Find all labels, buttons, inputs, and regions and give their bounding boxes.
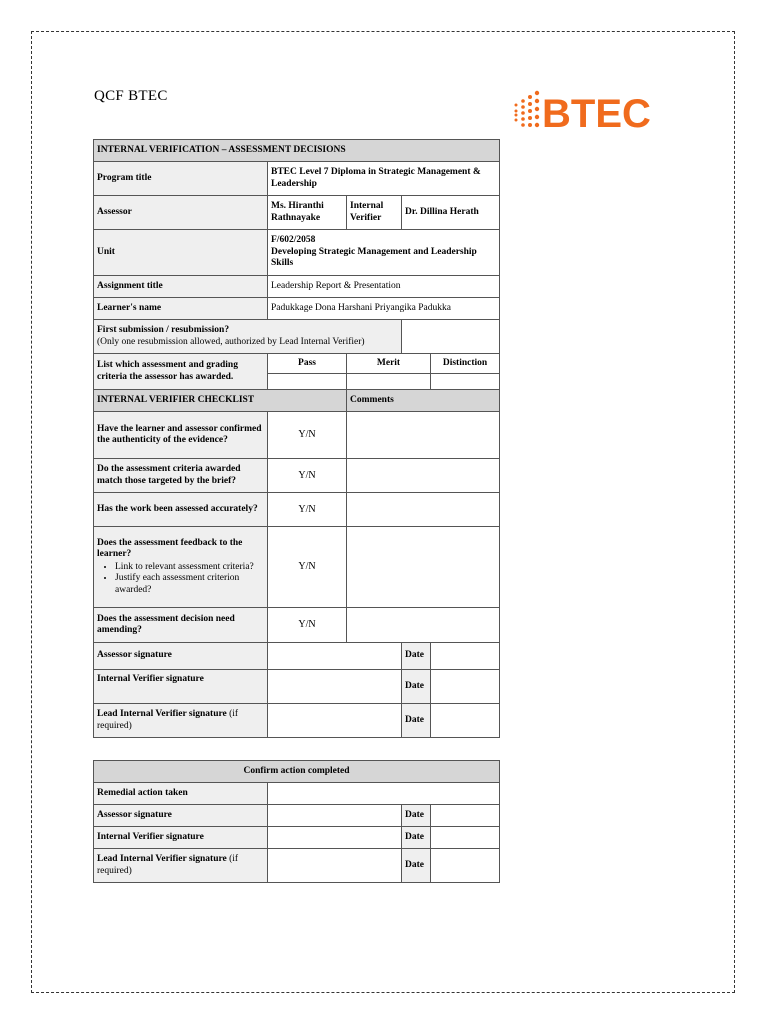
feedback-criteria-list <box>97 562 264 597</box>
checklist-comment[interactable] <box>347 459 500 493</box>
assessor-signature-field[interactable] <box>268 643 402 670</box>
confirm-action-table <box>93 760 500 883</box>
grade-distinction-value[interactable] <box>431 374 500 390</box>
checklist-comment[interactable] <box>347 608 500 643</box>
unit-value <box>268 230 500 276</box>
date-field[interactable] <box>431 643 500 670</box>
iv-signature-label: Internal Verifier signature <box>94 670 268 704</box>
learner-name-label: Learner's name <box>94 298 268 320</box>
grade-merit-value[interactable] <box>347 374 431 390</box>
assignment-title-label: Assignment title <box>94 276 268 298</box>
assignment-title-value: Leadership Report & Presentation <box>268 276 500 298</box>
date-field[interactable] <box>431 704 500 738</box>
iv-signature-field[interactable] <box>268 827 402 849</box>
date-field[interactable] <box>431 849 500 883</box>
date-label: Date <box>402 849 431 883</box>
program-title-label: Program title <box>94 162 268 196</box>
checklist-question-feedback <box>94 527 268 608</box>
date-label: Date <box>402 827 431 849</box>
assessor-value: Ms. Hiranthi Rathnayake <box>268 196 347 230</box>
assessor-signature-label: Assessor signature <box>94 643 268 670</box>
liv-signature-field[interactable] <box>268 704 402 738</box>
iv-signature-field[interactable] <box>268 670 402 704</box>
logo-dots-icon <box>515 91 540 127</box>
checklist-answer[interactable]: Y/N <box>268 493 347 527</box>
date-label: Date <box>402 805 431 827</box>
submission-cell <box>94 320 402 354</box>
liv-signature-field[interactable] <box>268 849 402 883</box>
list-item: • Justify each assessment criterion awarded? <box>115 573 264 596</box>
checklist-comment[interactable] <box>347 412 500 459</box>
liv-signature-label: Lead Internal Verifier signature <box>97 854 227 864</box>
list-item: • Link to relevant assessment criteria? <box>115 562 264 574</box>
iv-signature-label: Internal Verifier signature <box>94 827 268 849</box>
checklist-comment[interactable] <box>347 527 500 608</box>
grading-label: List which assessment and grading criteria the assessor has awarded. <box>94 354 268 390</box>
if-required-note: (if required) <box>97 854 239 876</box>
submission-value[interactable] <box>402 320 500 354</box>
checklist-question: Has the work been assessed accurately? <box>94 493 268 527</box>
checklist-question: Do the assessment criteria awarded match those targeted by the brief? <box>94 459 268 493</box>
date-label: Date <box>402 704 431 738</box>
grade-pass-header: Pass <box>268 354 347 374</box>
if-required-note: (if required) <box>97 709 239 731</box>
btec-logo <box>510 86 675 136</box>
page-title: QCF BTEC <box>94 88 168 104</box>
date-field[interactable] <box>431 805 500 827</box>
internal-verifier-value: Dr. Dillina Herath <box>402 196 500 230</box>
iv-heading: INTERNAL VERIFICATION – ASSESSMENT DECISIONS <box>94 140 500 162</box>
checklist-question: Does the assessment decision need amending? <box>94 608 268 643</box>
date-label: Date <box>402 670 431 704</box>
assessor-signature-label: Assessor signature <box>94 805 268 827</box>
checklist-answer[interactable]: Y/N <box>268 608 347 643</box>
liv-signature-label: Lead Internal Verifier signature <box>97 709 227 719</box>
grade-distinction-header: Distinction <box>431 354 500 374</box>
confirm-action-heading: Confirm action completed <box>94 761 500 783</box>
liv-signature-cell <box>94 704 268 738</box>
liv-signature-cell <box>94 849 268 883</box>
date-field[interactable] <box>431 670 500 704</box>
logo-text: BTEC <box>542 92 651 136</box>
grade-merit-header: Merit <box>347 354 431 374</box>
unit-code: F/602/2058 <box>271 235 316 246</box>
remedial-action-label: Remedial action taken <box>94 783 268 805</box>
assessor-signature-field[interactable] <box>268 805 402 827</box>
checklist-answer[interactable]: Y/N <box>268 459 347 493</box>
internal-verification-table <box>93 139 500 738</box>
internal-verifier-label: Internal Verifier <box>347 196 402 230</box>
checklist-answer[interactable]: Y/N <box>268 527 347 608</box>
checklist-question: Have the learner and assessor confirmed the authenticity of the evidence? <box>94 412 268 459</box>
assessor-label: Assessor <box>94 196 268 230</box>
unit-name: Developing Strategic Management and Leadership Skills <box>271 246 477 269</box>
learner-name-value: Padukkage Dona Harshani Priyangika Padukka <box>268 298 500 320</box>
comments-heading: Comments <box>347 390 500 412</box>
checklist-answer[interactable]: Y/N <box>268 412 347 459</box>
remedial-action-field[interactable] <box>268 783 500 805</box>
checklist-comment[interactable] <box>347 493 500 527</box>
submission-label: First submission / resubmission? <box>97 325 230 335</box>
unit-label: Unit <box>94 230 268 276</box>
checklist-question: Does the assessment feedback to the learner? <box>97 537 243 560</box>
submission-note: (Only one resubmission allowed, authorized by Lead Internal Verifier) <box>97 336 365 347</box>
program-title-value: BTEC Level 7 Diploma in Strategic Management & Leadership <box>268 162 500 196</box>
grade-pass-value[interactable] <box>268 374 347 390</box>
date-label: Date <box>402 643 431 670</box>
checklist-heading: INTERNAL VERIFIER CHECKLIST <box>94 390 347 412</box>
date-field[interactable] <box>431 827 500 849</box>
